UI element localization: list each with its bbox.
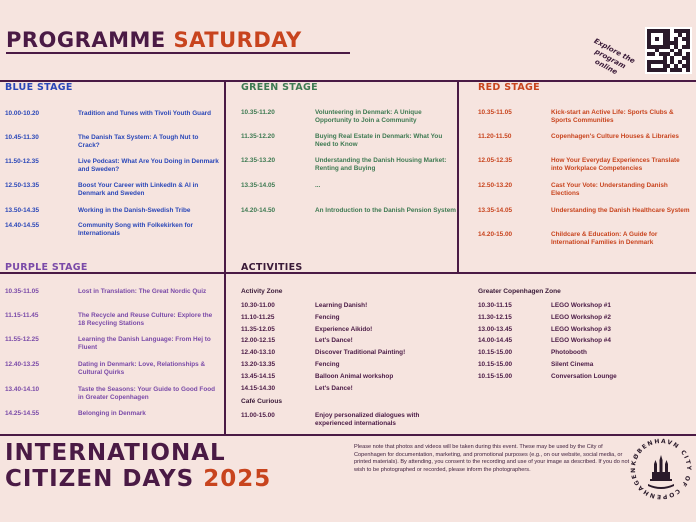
event-title: Childcare & Education: A Guide for International Families in Denmark bbox=[551, 231, 658, 246]
event-title: Let's Dance! bbox=[315, 384, 353, 392]
logo-line-2: CITIZEN DAYS 2025 bbox=[5, 466, 272, 492]
event-title: Photobooth bbox=[551, 349, 587, 357]
time-slot: 14.00-14.45 bbox=[478, 337, 513, 345]
time-slot: 10.35-11.20 bbox=[241, 109, 275, 116]
event-title: LEGO Workshop #3 bbox=[551, 325, 611, 333]
event-title: Fencing bbox=[315, 313, 340, 321]
schedule-row bbox=[478, 182, 693, 200]
time-slot: 12.05-12.35 bbox=[478, 157, 513, 164]
event-title: Volunteering in Denmark: A Unique Opportunity to Join a Community bbox=[315, 109, 422, 124]
time-slot: 10.35-11.05 bbox=[5, 288, 39, 295]
schedule-row bbox=[241, 207, 456, 225]
event-title: Kick-start an Active Life: Sports Clubs & Sports Communities bbox=[551, 109, 674, 124]
schedule-row bbox=[478, 157, 693, 175]
event-title: Tradition and Tunes with Tivoli Youth Guard bbox=[78, 110, 212, 117]
event-title: Belonging in Denmark bbox=[78, 410, 146, 417]
schedule-row bbox=[5, 312, 220, 330]
event-title: How Your Everyday Experiences Translate into Workplace Competencies bbox=[551, 157, 680, 172]
time-slot: 11.35-12.20 bbox=[241, 133, 275, 140]
time-slot: 13.35-14.05 bbox=[241, 182, 276, 189]
time-slot: 10.30-11.00 bbox=[241, 302, 275, 309]
time-slot: 13.00-13.45 bbox=[478, 325, 513, 333]
page-title: PROGRAMME SATURDAY bbox=[6, 28, 302, 52]
time-slot: 14.25-14.55 bbox=[5, 410, 40, 417]
event-title: Buying Real Estate in Denmark: What You Need to Know bbox=[315, 133, 443, 148]
divider-bottom bbox=[0, 434, 696, 436]
time-slot: 11.55-12.25 bbox=[5, 336, 39, 343]
explore-program-text: Explore the program online bbox=[592, 36, 637, 77]
time-slot: 13.20-13.35 bbox=[241, 361, 276, 368]
schedule-row bbox=[241, 182, 456, 200]
time-slot: 13.40-14.10 bbox=[5, 386, 40, 393]
time-slot: 12.50-13.35 bbox=[5, 182, 40, 189]
schedule-row bbox=[5, 410, 220, 428]
time-slot: 11.35-12.05 bbox=[241, 325, 275, 333]
event-title: Enjoy personalized dialogues with experienced internationals bbox=[315, 412, 420, 427]
time-slot: 10.00-10.20 bbox=[5, 110, 40, 117]
time-slot: 11.10-11.25 bbox=[241, 313, 275, 321]
divider-left bbox=[224, 80, 226, 435]
event-title: Dating in Denmark: Love, Relationships & Cultural Quirks bbox=[78, 361, 206, 376]
time-slot: 12.50-13.20 bbox=[478, 182, 513, 189]
purple-stage-title: PURPLE STAGE bbox=[5, 262, 88, 273]
time-slot: 12.40-13.10 bbox=[241, 349, 276, 357]
time-slot: 10.35-11.05 bbox=[478, 109, 512, 116]
event-title: An Introduction to the Danish Pension System bbox=[315, 207, 456, 214]
event-title: Silent Cinema bbox=[551, 361, 594, 368]
event-title: Let's Dance! bbox=[315, 337, 353, 345]
event-title: Working in the Danish-Swedish Tribe bbox=[78, 207, 191, 214]
red-stage-title: RED STAGE bbox=[478, 82, 540, 93]
event-title: Taste the Seasons: Your Guide to Good Food in Greater Copenhagen bbox=[78, 386, 216, 401]
time-slot: 10.15-15.00 bbox=[478, 361, 513, 368]
event-title: LEGO Workshop #2 bbox=[551, 313, 611, 321]
time-slot: 13.50-14.35 bbox=[5, 207, 40, 214]
event-title: Community Song with Folkekirken for Internationals bbox=[78, 222, 194, 237]
schedule-row bbox=[5, 134, 220, 152]
time-slot: 11.20-11.50 bbox=[478, 133, 512, 140]
time-slot: 13.45-14.15 bbox=[241, 372, 276, 380]
schedule-row bbox=[5, 336, 220, 354]
event-title: Learning the Danish Language: From Hej to Fluent bbox=[78, 336, 211, 351]
schedule-row bbox=[241, 109, 456, 127]
event-title: Experience Aikido! bbox=[315, 325, 373, 333]
cafe-curious-title: Café Curious bbox=[241, 398, 283, 405]
time-slot: 10.30-11.15 bbox=[478, 302, 512, 309]
time-slot: 11.00-15.00 bbox=[241, 412, 275, 419]
time-slot: 11.15-11.45 bbox=[5, 312, 39, 319]
city-of-copenhagen-seal-icon bbox=[628, 436, 694, 502]
schedule-row bbox=[5, 222, 220, 240]
time-slot: 12.00-12.15 bbox=[241, 337, 276, 345]
time-slot: 12.35-13.20 bbox=[241, 157, 276, 164]
time-slot: 10.45-11.30 bbox=[5, 134, 39, 141]
event-title: Live Podcast: What Are You Doing in Denmark and Sweden? bbox=[78, 158, 219, 173]
time-slot: 14.20-15.00 bbox=[478, 231, 513, 238]
event-title: Cast Your Vote: Understanding Danish Elections bbox=[551, 182, 668, 197]
schedule-row bbox=[5, 386, 220, 404]
event-title: Understanding the Danish Housing Market: Renting and Buying bbox=[315, 157, 447, 172]
schedule-row bbox=[478, 231, 693, 249]
time-slot: 11.50-12.35 bbox=[5, 158, 39, 165]
time-slot: 13.35-14.05 bbox=[478, 207, 513, 214]
time-slot: 14.20-14.50 bbox=[241, 207, 276, 214]
event-title: LEGO Workshop #1 bbox=[551, 302, 611, 309]
schedule-row bbox=[241, 157, 456, 175]
event-title: Copenhagen's Culture Houses & Libraries bbox=[551, 133, 679, 140]
time-slot: 14.15-14.30 bbox=[241, 384, 276, 392]
green-stage-title: GREEN STAGE bbox=[241, 82, 318, 93]
schedule-row bbox=[241, 133, 456, 151]
event-title: The Danish Tax System: A Tough Nut to Crack? bbox=[78, 134, 199, 149]
event-title: LEGO Workshop #4 bbox=[551, 337, 611, 345]
logo-year: 2025 bbox=[203, 466, 272, 492]
event-title: Conversation Lounge bbox=[551, 372, 617, 380]
greater-copenhagen-zone-title: Greater Copenhagen Zone bbox=[478, 288, 561, 295]
activities-title: ACTIVITIES bbox=[241, 262, 303, 273]
schedule-row bbox=[5, 288, 220, 306]
time-slot: 14.40-14.55 bbox=[5, 222, 40, 229]
schedule-row bbox=[478, 373, 693, 391]
divider-middle bbox=[0, 272, 696, 274]
schedule-row bbox=[5, 361, 220, 379]
divider-right bbox=[457, 80, 459, 273]
event-title: Boost Your Career with LinkedIn & AI in Denmark and Sweden bbox=[78, 182, 199, 197]
logo-line-1: INTERNATIONAL bbox=[5, 440, 226, 466]
event-title: Lost in Translation: The Great Nordic Quiz bbox=[78, 288, 207, 295]
schedule-row bbox=[241, 412, 456, 430]
event-logo bbox=[5, 440, 271, 492]
qr-code-icon[interactable] bbox=[645, 27, 692, 74]
photo-disclaimer: Please note that photos and videos will be taken during this event. These may be used by the City of Copenhagen for documentation, marketing, and promotional purposes (e.g., on our website, social media, or printed materials). By attending, you consent to the recording and use of your image as described. If you do not wish to be photographed or recorded, please inform the photographers. bbox=[354, 444, 630, 473]
event-title: Fencing bbox=[315, 361, 340, 368]
schedule-row bbox=[478, 133, 693, 151]
schedule-row bbox=[478, 207, 693, 225]
event-title: Understanding the Danish Healthcare System bbox=[551, 207, 690, 214]
event-title: The Recycle and Reuse Culture: Explore the 18 Recycling Stations bbox=[78, 312, 213, 327]
divider-top bbox=[0, 80, 696, 82]
event-title: ... bbox=[315, 182, 321, 189]
svg-text:KØBENHAVN CITY OF COPENHAGEN: KØBENHAVN CITY OF COPENHAGEN bbox=[629, 437, 693, 501]
event-title: Balloon Animal workshop bbox=[315, 372, 394, 380]
schedule-row bbox=[5, 182, 220, 200]
schedule-row bbox=[5, 110, 220, 128]
time-slot: 12.40-13.25 bbox=[5, 361, 40, 368]
schedule-row bbox=[478, 109, 693, 127]
event-title: Learning Danish! bbox=[315, 302, 368, 309]
title-underline bbox=[6, 52, 350, 54]
schedule-row bbox=[5, 158, 220, 176]
blue-stage-title: BLUE STAGE bbox=[5, 82, 73, 93]
time-slot: 10.15-15.00 bbox=[478, 372, 513, 380]
event-title: Discover Traditional Painting! bbox=[315, 349, 406, 357]
time-slot: 11.30-12.15 bbox=[478, 313, 512, 321]
time-slot: 10.15-15.00 bbox=[478, 349, 513, 357]
activity-zone-title: Activity Zone bbox=[241, 288, 283, 295]
